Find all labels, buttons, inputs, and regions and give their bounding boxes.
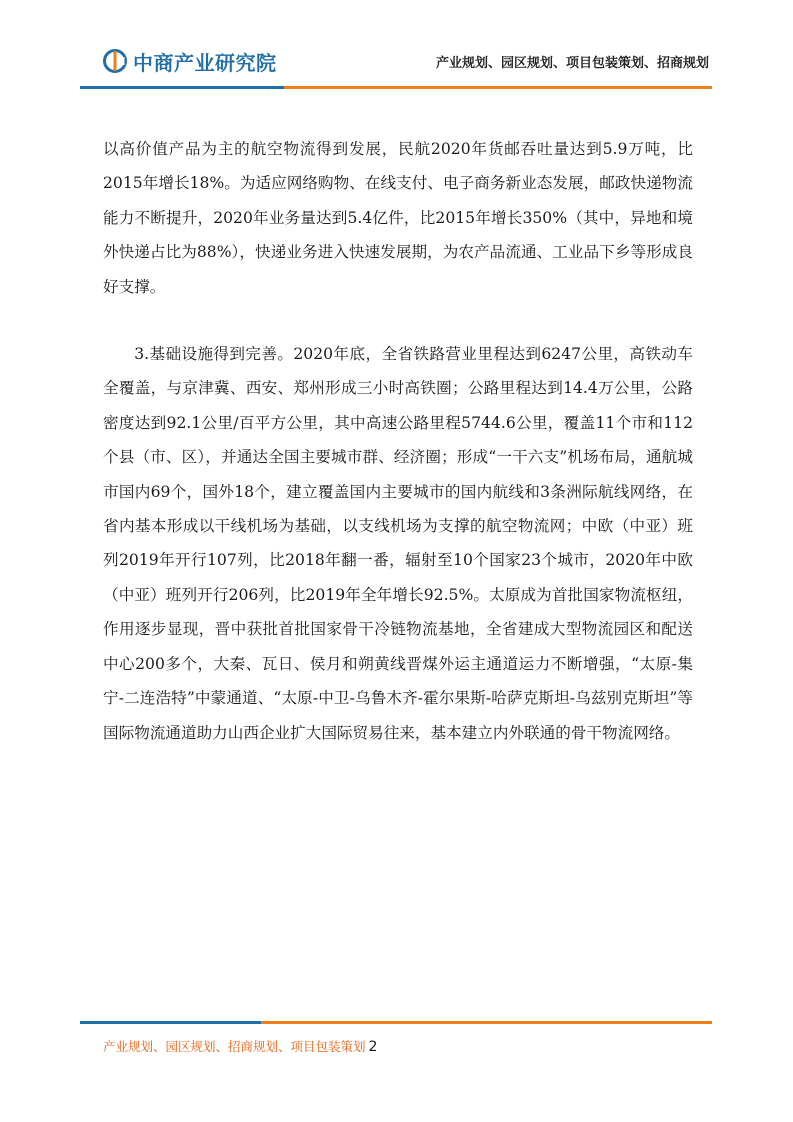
company-logo bbox=[103, 46, 277, 76]
page-header bbox=[0, 0, 793, 90]
footer-services-text: 产业规划、园区规划、招商规划、项目包装策划 bbox=[103, 1039, 366, 1054]
header-tagline: 产业规划、园区规划、项目包装策划、招商规划 bbox=[435, 56, 709, 71]
header-divider-blue bbox=[80, 86, 284, 89]
paragraph-infrastructure: 3.基础设施得到完善。2020年底，全省铁路营业里程达到6247公里，高铁动车全覆盖，与京津冀、西安、郑州形成三小时高铁圈；公路里程达到14.4万公里，公路密度达到92.1公里/百平方公里，其中高速公路里程5744.6公里，覆盖11个市和112个县（市、区），并通达全国主要城市群、经济圈；形成“一干六支”机场布局，通航城市国内69个，国外18个，建立覆盖国内主要城市的国内航线和3条洲际航线网络，在省内基本形成以干线机场为基础，以支线机场为支撑的航空物流网；中欧（中亚）班列2019年开行107列，比2018年翻一番，辐射至10个国家23个城市，2020年中欧（中亚）班列开行206列，比2019年全年增长92.5%。太原成为首批国家物流枢纽，作用逐步显现，晋中获批首批国家骨干冷链物流基地，全省建成大型物流园区和配送中心200多个，大秦、瓦日、侯月和朔黄线晋煤外运主通道运力不断增强，“太原-集宁-二连浩特”中蒙通道、“太原-中卫-乌鲁木齐-霍尔果斯-哈萨克斯坦-乌兹别克斯坦”等国际物流通道助力山西企业扩大国际贸易往来，基本建立内外联通的骨干物流网络。 bbox=[103, 345, 693, 742]
header-divider-orange bbox=[284, 86, 712, 89]
page-footer bbox=[103, 1037, 377, 1055]
footer-divider-blue bbox=[80, 1021, 261, 1024]
paragraph-air-logistics: 以高价值产品为主的航空物流得到发展，民航2020年货邮吞吐量达到5.9万吨，比2015年增长18%。为适应网络购物、在线支付、电子商务新业态发展，邮政快递物流能力不断提升，2020年业务量达到5.4亿件，比2015年增长350%（其中，异地和境外快递占比为88%），快递业务进入快速发展期，为农产品流通、工业品下乡等形成良好支撑。 bbox=[103, 140, 693, 296]
logo-text: 中商产业研究院 bbox=[133, 50, 277, 75]
document-body bbox=[103, 132, 693, 750]
logo-icon bbox=[103, 49, 127, 73]
footer-divider-orange bbox=[261, 1021, 712, 1024]
page-number: 2 bbox=[368, 1039, 378, 1055]
